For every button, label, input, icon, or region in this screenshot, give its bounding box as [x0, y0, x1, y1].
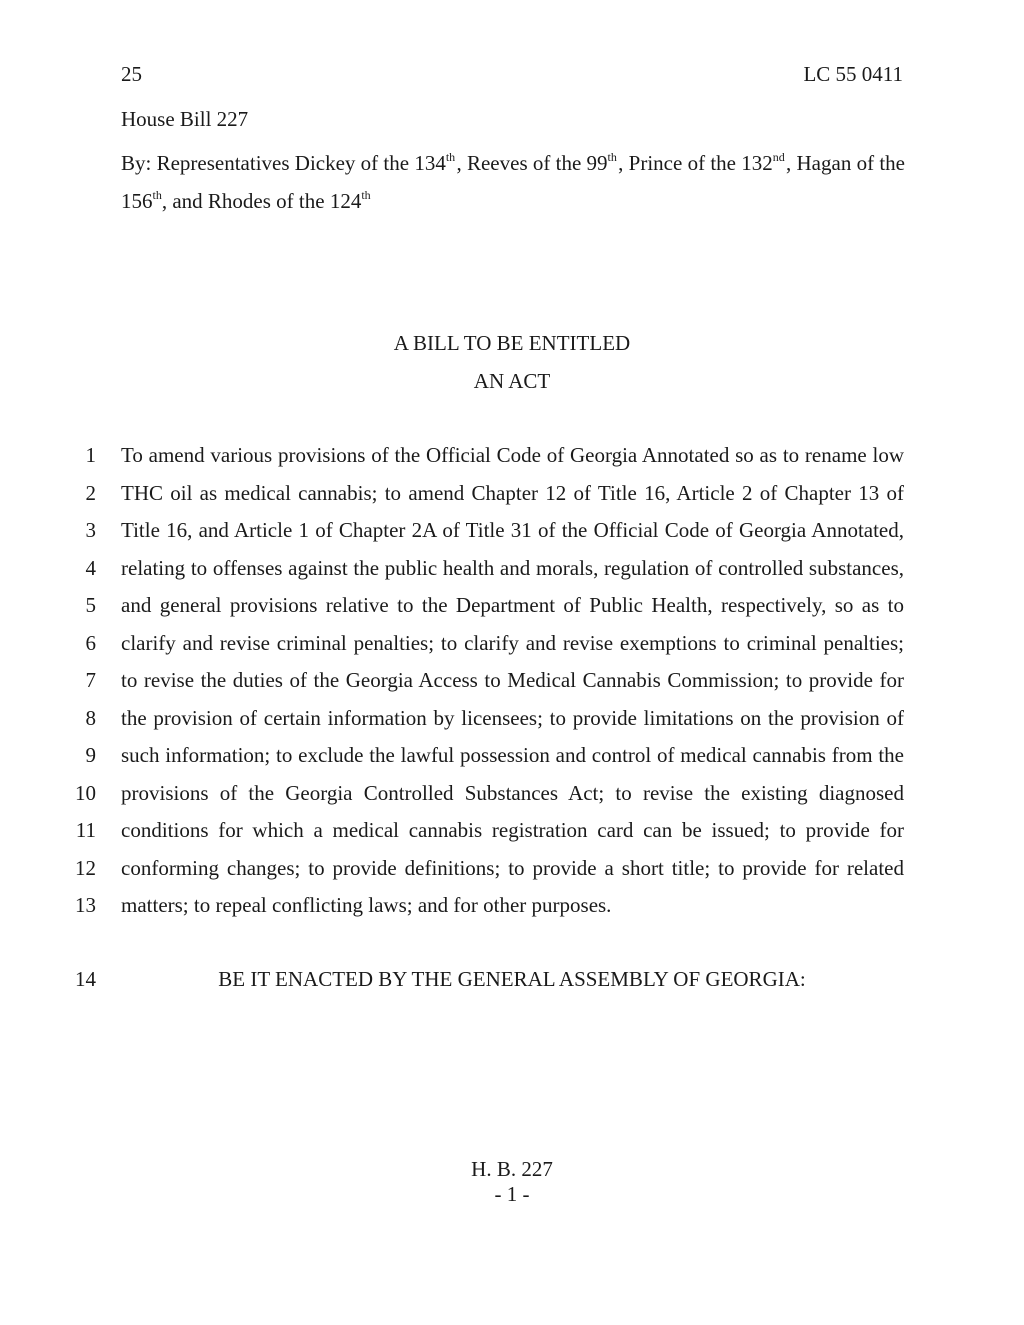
- line-text: provisions of the Georgia Controlled Substances Act; to revise the existing diagnosed: [121, 780, 904, 805]
- line-number: 4: [85, 555, 96, 580]
- bill-line: [0, 631, 1024, 668]
- session-number: 25: [121, 62, 142, 86]
- line-text: conditions for which a medical cannabis registration card can be issued; to provide for: [121, 818, 904, 842]
- line-number: 1: [85, 443, 96, 467]
- bill-line: [0, 556, 1024, 593]
- bill-line: [0, 781, 1024, 818]
- bill-line: [0, 668, 1024, 705]
- sponsor-segment: [456, 144, 616, 182]
- line-number: 9: [85, 743, 96, 767]
- line-number: 3: [85, 518, 96, 542]
- sponsor-text: By: Representatives Dickey of the 134: [121, 151, 446, 175]
- enacting-clause: BE IT ENACTED BY THE GENERAL ASSEMBLY OF GEORGIA:: [218, 967, 806, 991]
- footer-page-number: - 1 -: [494, 1182, 530, 1206]
- sponsor-text: , Hagan of the: [786, 151, 905, 175]
- line-text: and general provisions relative to the Department of Public Health, respectively, so as to: [121, 593, 904, 617]
- line-text: Title 16, and Article 1 of Chapter 2A of Title 31 of the Official Code of Georgia Annotated,: [121, 518, 904, 542]
- line-number: 14: [75, 967, 96, 991]
- line-text: such information; to exclude the lawful possession and control of medical cannabis from the: [121, 743, 904, 767]
- line-number: 8: [85, 705, 96, 730]
- line-number: 2: [85, 480, 96, 505]
- line-text: to revise the duties of the Georgia Access to Medical Cannabis Commission; to provide for: [121, 668, 904, 692]
- line-text: matters; to repeal conflicting laws; and for other purposes.: [121, 893, 612, 917]
- ordinal-suffix: th: [361, 188, 371, 202]
- ordinal-suffix: nd: [772, 150, 785, 164]
- bill-line: [0, 518, 1024, 555]
- bill-title: House Bill 227: [121, 107, 249, 131]
- sponsor-text: , and Rhodes of the 124: [161, 189, 362, 213]
- ordinal-suffix: th: [445, 150, 456, 164]
- sponsors-line-1: [121, 144, 905, 182]
- line-number: 5: [85, 593, 96, 617]
- caption-act: AN ACT: [473, 369, 551, 393]
- line-text: clarify and revise criminal penalties; to clarify and revise exemptions to criminal penalties;: [121, 630, 904, 655]
- ordinal-suffix: th: [152, 188, 162, 202]
- line-number: 7: [85, 668, 96, 692]
- line-text: relating to offenses against the public health and morals, regulation of controlled substances,: [121, 555, 904, 580]
- sponsor-text: , Prince of the 132: [618, 151, 773, 175]
- sponsors-line-2: [121, 182, 905, 220]
- sponsor-segment: [786, 144, 905, 182]
- sponsor-segment: [121, 144, 455, 182]
- bill-line: [0, 856, 1024, 893]
- line-text: conforming changes; to provide definitions; to provide a short title; to provide for related: [121, 855, 904, 880]
- line-number: 12: [75, 855, 96, 880]
- line-number: 6: [85, 630, 96, 655]
- line-number: 13: [75, 893, 96, 917]
- line-text: the provision of certain information by licensees; to provide limitations on the provision of: [121, 705, 904, 730]
- footer-bill-ref: H. B. 227: [471, 1157, 553, 1181]
- ordinal-suffix: th: [607, 150, 617, 164]
- bill-line: [0, 443, 1024, 480]
- lc-number: LC 55 0411: [803, 62, 903, 86]
- bill-line: [0, 893, 1024, 930]
- line-text: THC oil as medical cannabis; to amend Chapter 12 of Title 16, Article 2 of Chapter 13 of: [121, 480, 904, 505]
- bill-line: [0, 593, 1024, 630]
- bill-line: [0, 481, 1024, 518]
- line-text: To amend various provisions of the Official Code of Georgia Annotated so as to rename low: [121, 443, 904, 467]
- sponsor-text: 156: [121, 189, 153, 213]
- sponsor-segment: [618, 144, 785, 182]
- sponsor-text: , Reeves of the 99: [456, 151, 608, 175]
- bill-line: [0, 818, 1024, 855]
- caption-title: A BILL TO BE ENTITLED: [393, 331, 631, 355]
- line-number: 11: [75, 818, 96, 842]
- bill-line: [0, 706, 1024, 743]
- line-number: 10: [75, 780, 96, 805]
- bill-line: [0, 743, 1024, 780]
- sponsors-block: [121, 144, 905, 220]
